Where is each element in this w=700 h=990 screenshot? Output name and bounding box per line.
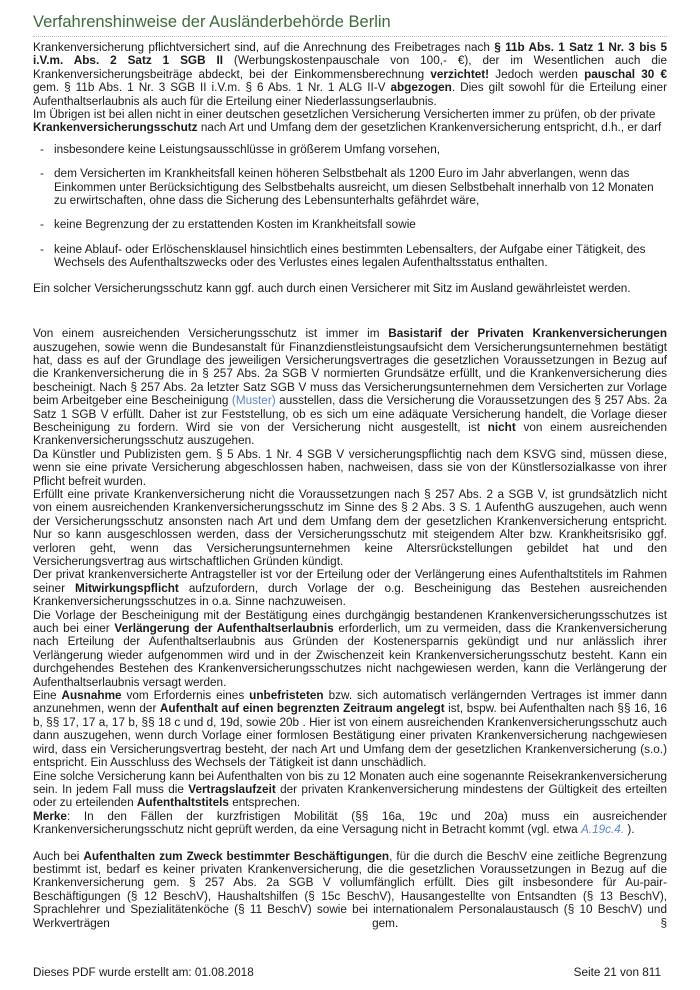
paragraph-text: nach Art und Umfang dem der gesetzlichen Krankenversicherung entspricht, d.h., er darf (197, 121, 662, 135)
body-paragraph (33, 448, 667, 488)
bold-emphasis: Mitwirkungspflicht (75, 581, 179, 595)
paragraph-text: gem. § 11b Abs. 1 Nr. 3 SGB II i.V.m. § 6 Abs. 1 Nr. 1 ALG II-V (33, 81, 391, 95)
paragraph-text: Jedoch werden (489, 67, 585, 81)
bold-emphasis: Vertragslaufzeit (188, 782, 276, 796)
bold-emphasis: Ausnahme (61, 689, 122, 703)
bold-emphasis: unbefristeten (249, 689, 324, 703)
paragraph-text: vom Erfordernis eines (121, 689, 250, 703)
bold-emphasis: Aufenthalt auf einen begrenzten Zeitraum angelegt (159, 702, 445, 716)
list-item (33, 143, 667, 156)
paragraph-text: erforderlich, um zu vermeiden, dass die Krankenversicherung nach Erteilung der Aufenthaltserlaubnis aus Gründen der Kostenersparnis gekündigt und nur anlässlich ihrer Verlängerung wieder aufgenommen wird und in der Zwischenzeit kein Krankenversicherungsschutz besteht. Kann ein durchgehendes Bestehen des Krankenversicherungsschutzes nicht nachgewiesen werden, kann die Verlängerung der Aufenthaltserlaubnis versagt werden. (33, 622, 667, 689)
paragraph-text: von einem ausreichenden Krankenversicherungsschutz auszugehen. (33, 420, 668, 448)
cross-reference-link[interactable]: A.19c.4. (580, 823, 625, 837)
paragraph-text: . Dies gilt sowohl für die Erteilung einer Aufenthaltserlaubnis als auch für die Erteilung einer Niederlassungserlaubnis. (33, 81, 667, 108)
bold-emphasis: nicht (487, 420, 516, 434)
body-paragraph (33, 568, 667, 608)
body-paragraph (33, 689, 667, 769)
list-dash (40, 218, 44, 231)
continued-paragraph (33, 850, 667, 930)
header-divider (33, 36, 667, 37)
list-item-text: insbesondere keine Leistungsausschlüsse in größerem Umfang vorsehen, (54, 142, 441, 156)
bold-emphasis: Aufenthaltstitels (136, 796, 229, 810)
list-dash (40, 167, 44, 180)
paragraph-text: entsprechen. (228, 796, 301, 810)
paragraph-text: Der privat krankenversicherte Antragsteller ist vor der Erteilung oder der Verlängerung eines Aufenthaltstitels im Rahmen seiner (33, 568, 667, 595)
footer-created-date: Dieses PDF wurde erstellt am: 01.08.2018 (33, 966, 254, 979)
note-paragraph (33, 810, 667, 837)
footer-page-number: Seite 21 von 811 (573, 966, 661, 979)
paragraph-text: der privaten Krankenversicherung mindestens der Gültigkeit des erteilten oder zu erteilenden (33, 782, 667, 810)
paragraph-text: Im Übrigen ist bei allen nicht in einer deutschen gesetzlichen Versicherung Versicherten immer zu prüfen, ob der private (33, 108, 656, 122)
paragraph-text: : In den Fällen der kurzfristigen Mobilität (§§ 16a, 19c und 20a) muss ein ausreichender Krankenversicherungsschutz nicht geprüft werden, da eine Versagung nicht in Betracht kommt (vgl. etwa (33, 809, 667, 837)
bold-emphasis: pauschal 30 € (584, 67, 667, 81)
bold-emphasis: verzichtet! (430, 67, 490, 81)
paragraph-text: Da Künstler und Publizisten gem. § 5 Abs. 1 Nr. 4 SGB V versicherungspflichtig nach dem KSVG sind, müssen diese, wenn sie eine private Versicherung abgeschlossen haben, nachweisen, dass sie von der Künstlersozialkasse von ihrer Pflicht befreit wurden. (33, 447, 667, 488)
bold-emphasis: Verlängerung der Aufenthaltserlaubnis (114, 622, 334, 636)
paragraph-text: Auch bei (33, 849, 84, 863)
list-dash (40, 143, 44, 156)
paragraph-text: Eine (33, 689, 62, 703)
requirements-list (33, 143, 667, 270)
bold-emphasis: § 11b Abs. 1 Satz 1 Nr. 3 bis 5 i.V.m. Abs. 2 Satz 1 SGB II (33, 41, 667, 68)
paragraph-text: auszugehen, sowie wenn die Bundesanstalt für Finanzdienstleistungsaufsicht dem Versicherungsunternehmen bestätigt hat, dass es auf der Grundlage des jeweiligen Versicherungsvertrages die gesetzlichen Voraussetzungen in Bezug auf die Krankenversicherung die in § 257 Abs. 2a SGB V normierten Grundsätze erfüllt, und die Krankenversicherung dies bescheinigt. Nach § 257 Abs. 2a letzter Satz SGB V muss das Versicherungsunternehmen dem Versicherten zur Vorlage beim Arbeitgeber eine Bescheinigung (33, 340, 667, 408)
paragraph-text: ). (624, 823, 635, 837)
body-paragraph (33, 41, 667, 108)
body-paragraph (33, 327, 667, 448)
paragraph-text: bzw. sich automatisch verlängernden Vertrages ist immer dann anzunehmen, wenn der (33, 689, 667, 716)
paragraph-text: ausstellen, dass die Versicherung die Voraussetzungen des § 257 Abs. 2a Satz 1 SGB V erfüllt. Daher ist zur Feststellung, ob es sich um eine adäquate Versicherung handelt, die Vorlage dieser Bescheinigung zu fordern. Wird sie von der Versicherung nicht ausgestellt, ist (33, 394, 667, 434)
document-body (33, 41, 667, 930)
paragraph-text: aufzufordern, durch Vorlage der o.g. Bescheinigung das Bestehen ausreichenden Krankenversicherungsschutzes in o.a. Sinne nachzuweisen. (33, 581, 667, 609)
paragraph-text: ist, bspw. bei Aufenthalten nach §§ 16, 16 b, §§ 17, 17 a, 17 b, §§ 18 c und d, 19d, sowie 20b . Hier ist von einem ausreichenden Krankenversicherungsschutz auch dann auszugehen, wenn durch Vorlage einer formlosen Bestätigung einer privaten Krankenversicherung nachgewiesen wird, dass ein Versicherungsvertrag besteht, der nach Art und Umfang dem der gesetzlichen Krankenversicherung (s.o.) entspricht. Ein Ausschluss des Wechsels der Tätigkeit ist dann unschädlich. (33, 702, 667, 770)
body-paragraph (33, 488, 667, 568)
list-item-text: dem Versicherten im Krankheitsfall keinen höheren Selbstbehalt als 1200 Euro im Jahr abverlangen, wenn das Einkommen unter Berücksichtigung des Selbstbehalts ausreicht, um diesen Selbstbehalt innerhalb von 12 Monaten zu erwirtschaften, ohne dass die Sicherung des Lebensunterhalts gefährdet wäre, (54, 167, 654, 208)
paragraph-text: Krankenversicherung pflichtversichert sind, auf die Anrechnung des Freibetrages nach (33, 41, 495, 54)
page-title: Verfahrenshinweise der Ausländerbehörde Berlin (33, 13, 391, 31)
closing-sentence: Ein solcher Versicherungsschutz kann ggf. auch durch einen Versicherer mit Sitz im Ausland gewährleistet werden. (33, 281, 631, 295)
bold-emphasis: Krankenversicherungsschutz (33, 121, 198, 135)
list-item-text: keine Begrenzung der zu erstattenden Kosten im Krankheitsfall sowie (54, 218, 416, 232)
body-paragraph (33, 770, 667, 810)
list-item-text: keine Ablauf- oder Erlöschensklausel hinsichtlich eines bestimmten Lebensalters, der Aufgabe einer Tätigkeit, des Wechsels des Aufenthaltszwecks oder des Verlustes eines legalen Aufenthaltsstatus enthalten. (54, 242, 646, 270)
list-item (33, 243, 667, 270)
paragraph-text: Die Vorlage der Bescheinigung mit der Bestätigung eines durchgängig bestandenen Krankenversicherungsschutzes ist auch bei einer (33, 608, 667, 636)
paragraph-text: Von einem ausreichenden Versicherungsschutz ist immer im (33, 327, 389, 341)
bold-emphasis: Aufenthalten zum Zweck bestimmter Beschäftigungen (83, 849, 390, 863)
cross-reference-link[interactable]: (Muster) (231, 394, 276, 408)
paragraph-text: Erfüllt eine private Krankenversicherung nicht die Voraussetzungen nach § 257 Abs. 2 a SGB V, ist grundsätzlich nicht von einem ausreichenden Krankenversicherungsschutz im Sinne des § 2 Abs. 3 S. 1 AufenthG auszugehen, auch wenn der Versicherungsschutz ansonsten nach Art und dem Umfang dem der gesetzlichen Krankenversicherung entspricht. Nur so kann ausgeschlossen werden, dass der Versicherungsschutz mit steigendem Alter bzw. Krankheitsrisiko ggf. verloren geht, wenn das Versicherungsunternehmen keine Altersrückstellungen gebildet hat und den Versicherungsvertrag aus wirtschaftlichen Gründen kündigt. (33, 487, 667, 568)
body-paragraph (33, 108, 667, 135)
bold-emphasis: Merke (33, 809, 67, 823)
body-paragraph (33, 609, 667, 689)
paragraph-text: , für die durch die BeschV eine zeitliche Begrenzung bestimmt ist, bedarf es keiner privaten Krankenversicherung, die die gesetzlichen Voraussetzungen in Bezug auf die Krankenversicherung gem. § 257 Abs. 2a SGB V vollumfänglich erfüllt. Dies gilt insbesondere für Au-pair-Beschäftigungen (§ 12 BeschV), Haushaltshilfen (§ 15c BeschV), Hausangestellte von Entsandten (§ 13 BeschV), Sprachlehrer und Spezialitätenköche (§ 11 BeschV) sowie bei internationalem Personalaustausch (§ 10 BeschV) und Werkverträgen gem. § (33, 849, 668, 930)
page-footer (33, 966, 661, 980)
list-item (33, 167, 667, 207)
bold-emphasis: Basistarif der Privaten Krankenversicherungen (388, 327, 667, 341)
insurance-section (33, 327, 667, 836)
paragraph-text: (Werbungskostenpauschale von 100,- €), der im Wesentlichen auch die Krankenversicherungsbeiträge abdeckt, bei der Einkommensberechnung (33, 54, 667, 81)
list-item (33, 218, 667, 231)
list-dash (40, 243, 44, 256)
bold-emphasis: abgezogen (390, 81, 452, 95)
paragraph-text: Eine solche Versicherung kann bei Aufenthalten von bis zu 12 Monaten auch eine sogenannte Reisekrankenversicherung sein. In jedem Fall muss die (33, 769, 667, 796)
